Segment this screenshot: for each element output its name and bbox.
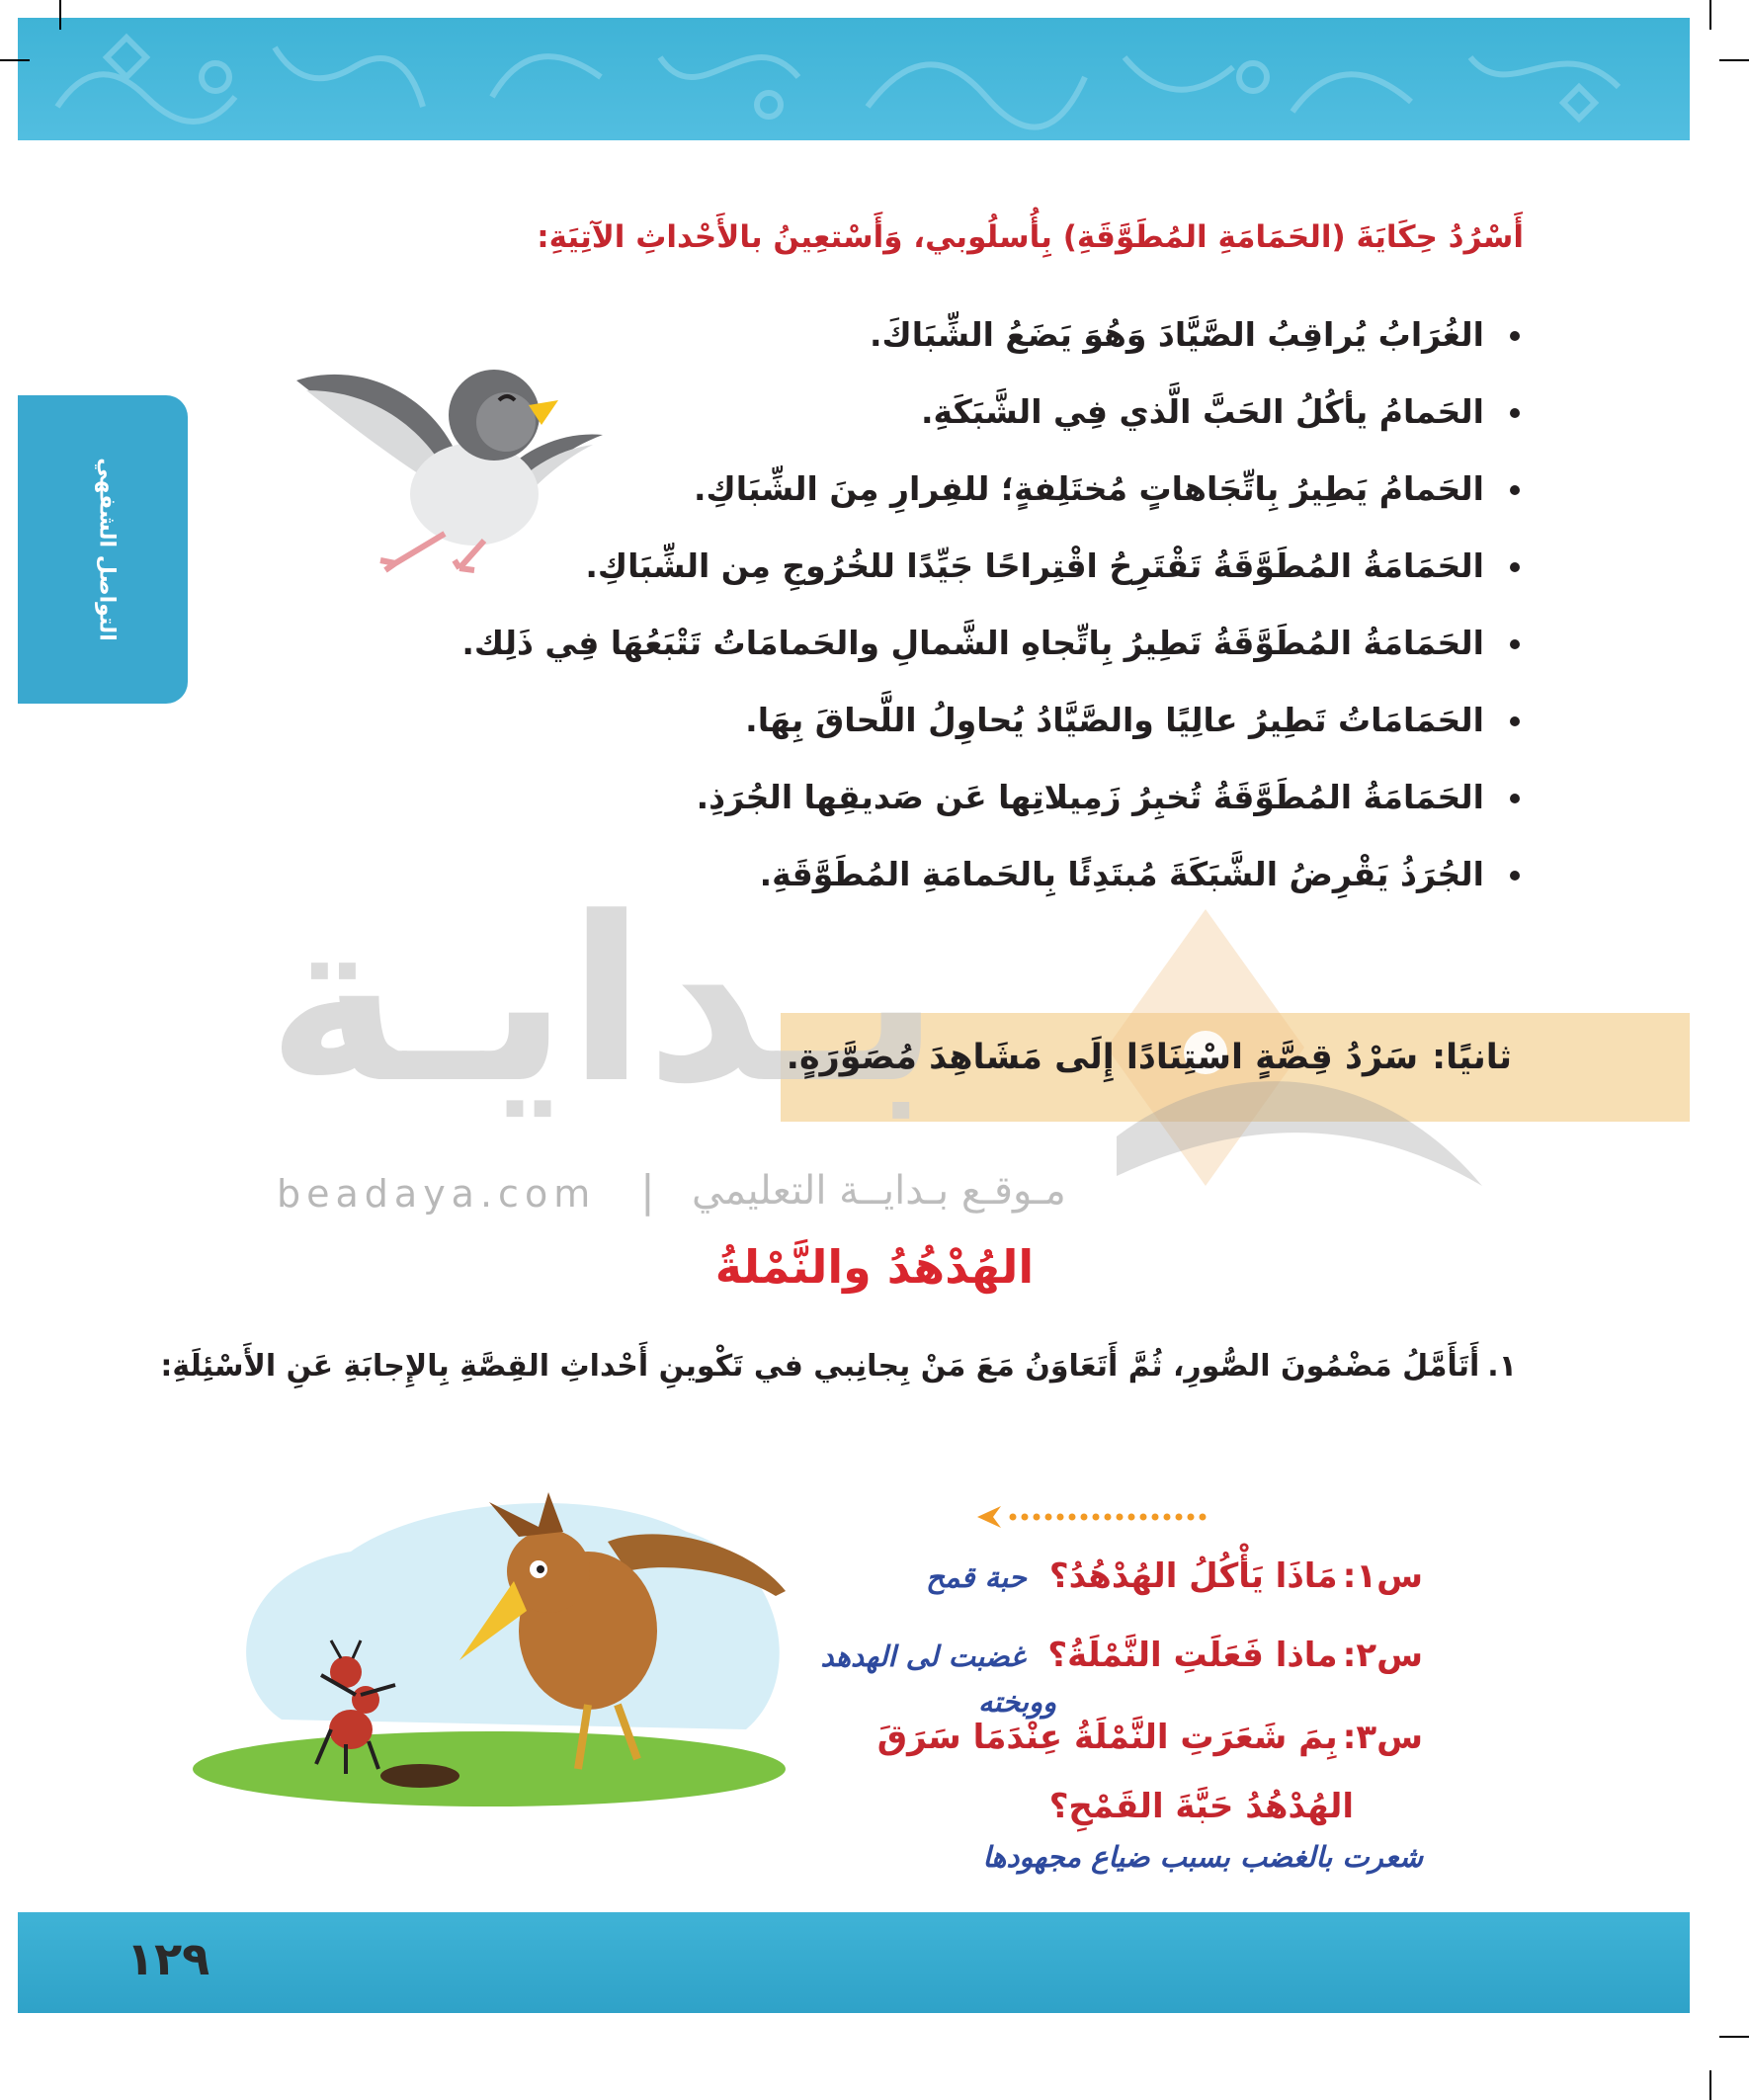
event-item: الغُرَابُ يُراقِبُ الصَّيَّادَ وَهُوَ يَضَعُ الشِّبَاكَ.: [461, 296, 1524, 374]
watermark-logo: بـدايـة: [267, 870, 941, 1134]
section-title: سَرْدُ قِصَّةٍ اسْتِنَادًا إِلَى مَشَاهِدَ مُصَوَّرَةٍ.: [786, 1038, 1419, 1077]
answer-text: حبة قمح: [926, 1560, 1027, 1594]
dotted-arrow-icon: [973, 1502, 1230, 1532]
story-events-list: [461, 296, 1524, 913]
question-1: [926, 1556, 1423, 1596]
answer-text: شعرت بالغضب بسبب ضياع مجهودها: [982, 1840, 1423, 1874]
question-label: س١:: [1342, 1556, 1423, 1596]
answer-text: غضبت لى الهدهد: [820, 1639, 1026, 1673]
crop-mark: [1709, 0, 1711, 30]
section-heading: [787, 1038, 1512, 1077]
crop-mark: [59, 0, 61, 30]
question-text: ماذا فَعَلَتِ النَّمْلَةُ؟: [1047, 1636, 1338, 1675]
question-text: بِمَ شَعَرَتِ النَّمْلَةُ عِنْدَمَا سَرَقَ: [876, 1718, 1338, 1757]
footer-band: [18, 1912, 1690, 2013]
event-item: الحَمَامَةُ المُطَوَّقَةُ تُخبِرُ زَمِيلاتِها عَن صَديقِها الجُرَذِ.: [461, 759, 1524, 836]
question-label: س٣:: [1342, 1718, 1423, 1757]
crop-mark: [0, 59, 30, 61]
event-item: الحَمَامَةُ المُطَوَّقَةُ تَقْتَرِحُ اقْتِراحًا جَيِّدًا للخُرُوجِ مِن الشِّبَاكِ.: [461, 528, 1524, 605]
crop-mark: [1719, 2036, 1749, 2038]
task-instruction: [160, 1349, 1517, 1384]
crop-mark: [1719, 59, 1749, 61]
task-text: أَتَأَمَّلُ مَضْمُونَ الصُّورِ، ثُمَّ أَتَعَاوَنُ مَعَ مَنْ بِجانِبي في تَكْوينِ أَحْداثِ القِصَّةِ بِالإِجابَةِ عَنِ الأَسْئِلَةِ:: [160, 1349, 1480, 1384]
question-2: [821, 1636, 1423, 1675]
question-label: س٢:: [1342, 1636, 1423, 1675]
event-item: الجُرَذُ يَقْرِضُ الشَّبَكَةَ مُبتَدِئًا بِالحَمامَةِ المُطَوَّقَةِ.: [461, 836, 1524, 913]
retelling-instruction: أَسْرُدُ حِكَايَةَ (الحَمَامَةِ المُطَوَّقَةِ) بِأُسلُوبي، وَأَسْتعِينُ بالأَحْداثِ الآتِيَةِ:: [537, 219, 1524, 255]
event-item: الحَمامُ يأكُلُ الحَبَّ الَّذي فِي الشَّبَكَةِ.: [461, 374, 1524, 451]
watermark-arabic: مـوقـع بـدايــة التعليمي: [692, 1168, 1066, 1214]
top-decorative-band: [18, 18, 1690, 140]
crop-mark: [1709, 2070, 1711, 2100]
watermark-separator: |: [640, 1166, 655, 1217]
question-text-continued: الهُدْهُدُ حَبَّةَ القَمْحِ؟: [1048, 1787, 1354, 1826]
watermark-site: beadaya.com: [277, 1172, 597, 1216]
task-number: ١.: [1487, 1349, 1517, 1384]
section-label: ثانيًا:: [1432, 1038, 1512, 1077]
answer-text-continued: ووبخته: [978, 1685, 1057, 1719]
page-number: ١٢٩: [126, 1932, 210, 1985]
question-text: مَاذَا يَأْكُلُ الهُدْهُدُ؟: [1048, 1556, 1338, 1596]
event-item: الحَمَامَاتُ تَطِيرُ عالِيًا والصَّيَّادُ يُحاوِلُ اللَّحاقَ بِهَا.: [461, 682, 1524, 759]
hoopoe-and-ant-illustration: [193, 1482, 805, 1808]
calligraphy-pattern-icon: [18, 18, 1690, 140]
chapter-side-tab-label: التواصل الشفهي: [94, 458, 120, 641]
question-3: [877, 1718, 1423, 1757]
event-item: الحَمامُ يَطِيرُ بِاتِّجَاهاتٍ مُختَلِفةٍ؛ للفِرارِ مِنَ الشِّبَاكِ.: [461, 451, 1524, 528]
story-title: الهُدْهُدُ والنَّمْلةُ: [714, 1240, 1035, 1294]
event-item: الحَمَامَةُ المُطَوَّقَةُ تَطِيرُ بِاتِّجاهِ الشَّمالِ والحَمامَاتُ تَتْبَعُهَا فِي ذَلِك.: [461, 605, 1524, 682]
